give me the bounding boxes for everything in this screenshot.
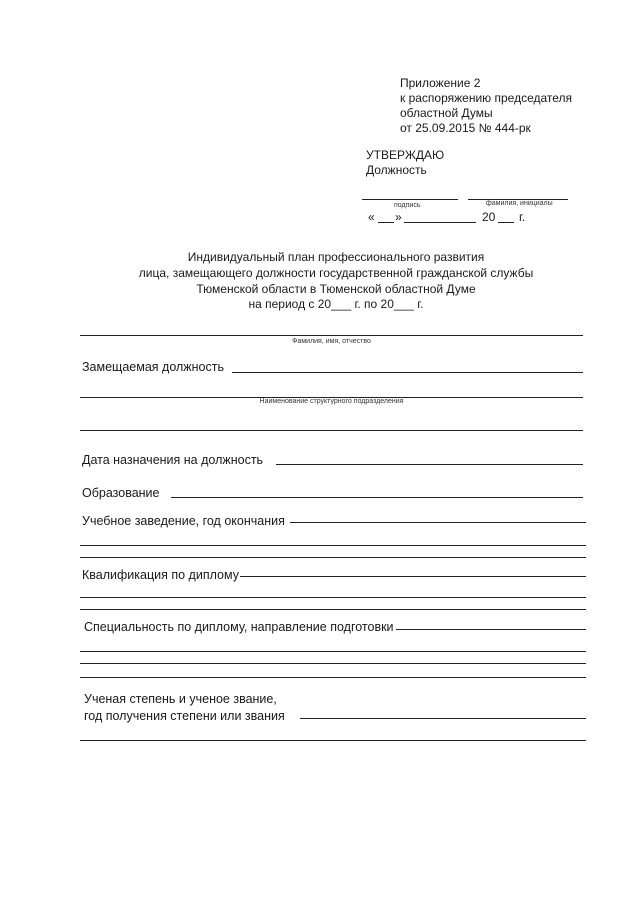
appendix-date-line: от 25.09.2015 № 444-рк <box>400 121 531 135</box>
approve-label: УТВЕРЖДАЮ <box>366 148 445 162</box>
degree-line-2 <box>80 740 586 741</box>
name-initials-caption: фамилия, инициалы <box>486 200 553 207</box>
appendix-number: Приложение 2 <box>400 76 481 90</box>
qualification-label: Квалификация по диплому <box>82 568 239 582</box>
signature-line <box>362 199 458 200</box>
appendix-duma-line: областной Думы <box>400 106 493 120</box>
appendix-order-line: к распоряжению председателя <box>400 91 573 105</box>
date-close-quote: » <box>395 210 402 224</box>
specialty-line-2 <box>80 651 586 652</box>
month-line <box>404 222 476 223</box>
title-line-1: Индивидуальный план профессионального развития <box>187 250 485 264</box>
year-prefix: 20 <box>482 210 496 224</box>
qualification-line-3 <box>80 609 586 610</box>
held-position-line <box>232 372 583 373</box>
institution-line <box>290 522 586 523</box>
specialty-line-3 <box>80 663 586 664</box>
specialty-label: Специальность по диплому, направление подготовки <box>84 620 394 634</box>
degree-line <box>300 718 586 719</box>
day-line <box>378 222 394 223</box>
institution-label: Учебное заведение, год окончания <box>82 514 285 528</box>
date-open-quote: « <box>368 210 375 224</box>
year-suffix: г. <box>519 210 526 224</box>
title-line-2: лица, замещающего должности государственной гражданской службы <box>138 266 534 280</box>
full-name-caption: Фамилия, имя, отчество <box>292 338 371 345</box>
specialty-line-4 <box>80 677 586 678</box>
year-line <box>498 222 514 223</box>
institution-line-3 <box>80 557 586 558</box>
unit-caption: Наименование структурного подразделения <box>259 398 404 405</box>
title-line-3: Тюменской области в Тюменской областной Думе <box>196 282 476 296</box>
appointment-date-label: Дата назначения на должность <box>82 453 264 467</box>
education-line <box>171 497 583 498</box>
title-line-4: на период с 20___ г. по 20___ г. <box>248 297 424 311</box>
education-label: Образование <box>82 486 160 500</box>
appointment-date-line <box>276 464 583 465</box>
qualification-line <box>240 576 586 577</box>
held-position-label: Замещаемая должность <box>82 360 224 374</box>
signature-caption: подпись <box>394 202 421 209</box>
institution-line-2 <box>80 545 586 546</box>
full-name-line <box>80 335 583 336</box>
degree-label-1: Ученая степень и ученое звание, <box>84 692 277 706</box>
unit-line-2 <box>80 430 583 431</box>
specialty-line <box>396 629 586 630</box>
qualification-line-2 <box>80 597 586 598</box>
position-label: Должность <box>366 163 427 177</box>
degree-label-2: год получения степени или звания <box>84 709 285 723</box>
